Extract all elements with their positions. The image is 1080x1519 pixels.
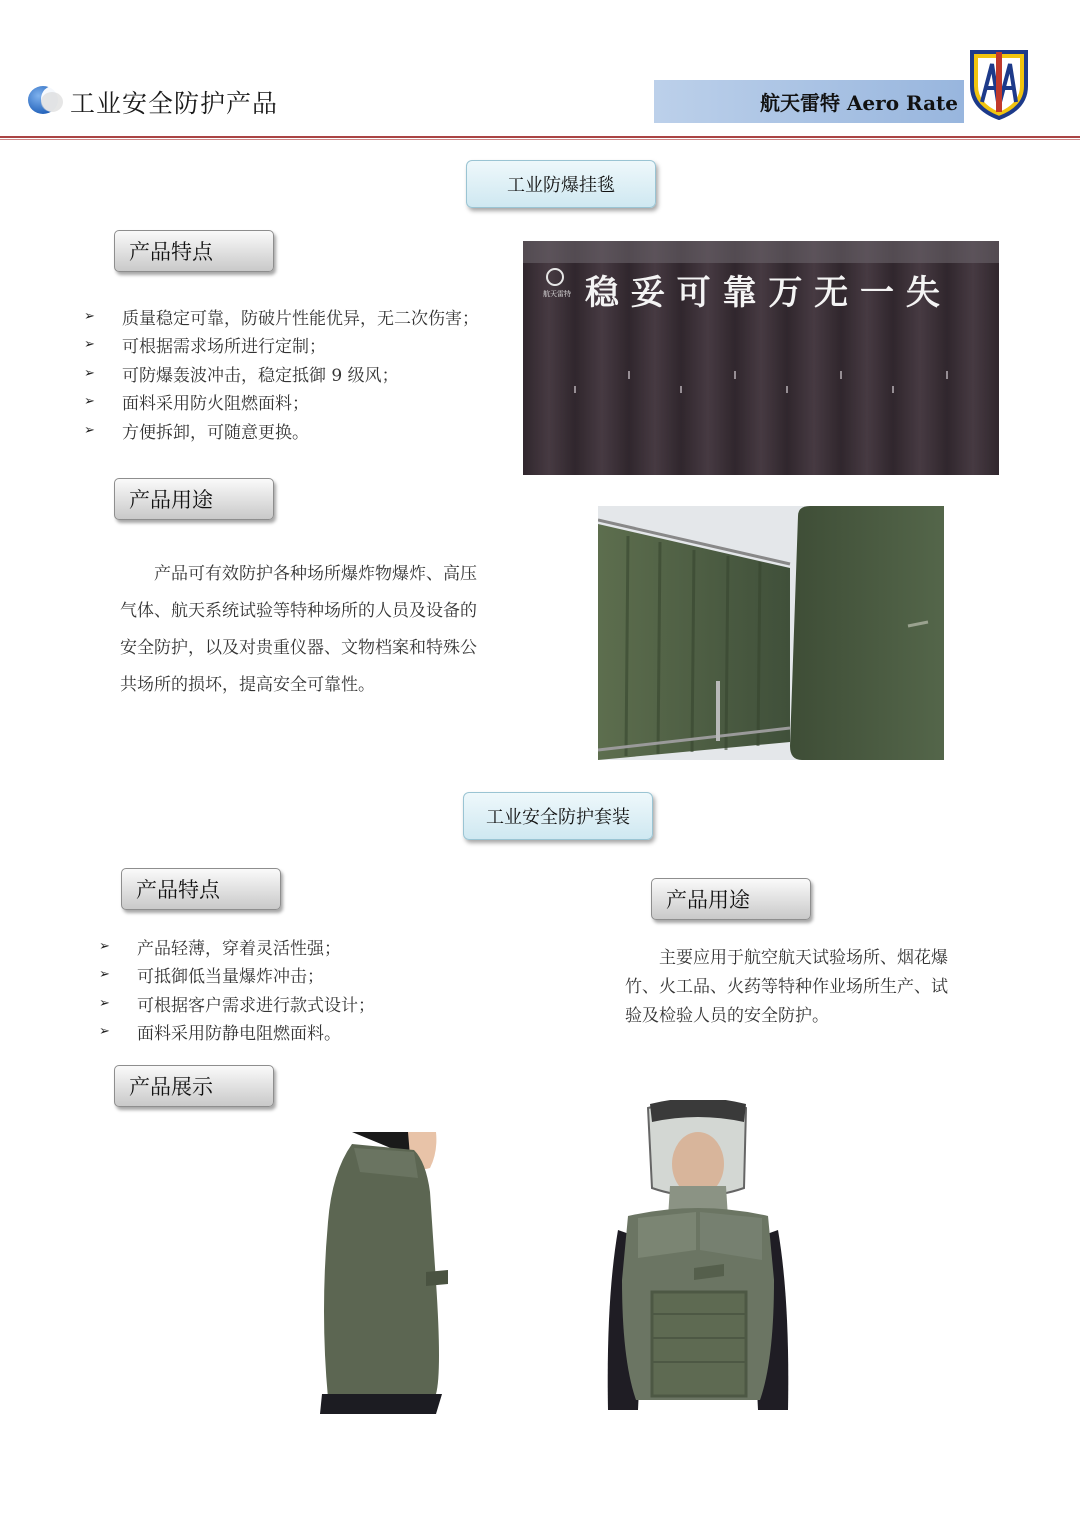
header-logo-dot-icon <box>26 84 66 116</box>
bullet-arrow-icon: ➢ <box>84 308 95 324</box>
section-title-suit: 工业安全防护套装 <box>463 792 653 840</box>
list-item: ➢ 可抵御低当量爆炸冲击； <box>99 967 324 988</box>
blast-tarp-photo <box>598 506 944 760</box>
header-divider-thin <box>0 139 1080 140</box>
list-item: ➢ 面料采用防火阻燃面料； <box>84 394 309 415</box>
usage-label-2: 产品用途 <box>651 878 811 920</box>
list-item: ➢ 质量稳定可靠，防破片性能优异，无二次伤害； <box>84 308 479 329</box>
suit-front-photo <box>598 1100 798 1412</box>
section-title-tarp: 工业防爆挂毯 <box>466 160 656 208</box>
page-title: 工业安全防护产品 <box>70 89 279 118</box>
display-label: 产品展示 <box>114 1065 274 1107</box>
banner-slogan: 稳 妥 可 靠 万 无 一 失 <box>585 273 940 313</box>
bullet-arrow-icon: ➢ <box>84 394 95 410</box>
usage-text-2: 主要应用于航空航天试验场所、烟花爆 竹、火工品、火药等特种作业场所生产、试 验及检验人员的安全防护。 <box>625 948 948 1026</box>
feature-list-2 <box>99 932 519 1046</box>
usage-text-1: 产品可有效防护各种场所爆炸物爆炸、高压 气体、航天系统试验等特种场所的人员及设备的 安全防护，以及对贵重仪器、文物档案和特殊公 共场所的损坏，提高安全可靠性。 <box>120 564 477 695</box>
bullet-arrow-icon: ➢ <box>99 938 110 954</box>
bullet-arrow-icon: ➢ <box>99 1024 110 1040</box>
brand-name: 航天雷特 Aero Rate <box>759 91 958 115</box>
bullet-arrow-icon: ➢ <box>84 337 95 353</box>
list-item: ➢ 方便拆卸，可随意更换。 <box>84 422 309 443</box>
header-divider <box>0 136 1080 138</box>
blast-tarp-graphic <box>598 506 944 760</box>
company-logo-icon <box>966 46 1032 120</box>
brand-bar <box>654 80 964 123</box>
features-label-1: 产品特点 <box>114 230 274 272</box>
tarp-banner-photo <box>523 241 999 475</box>
bullet-arrow-icon: ➢ <box>84 365 95 381</box>
bullet-arrow-icon: ➢ <box>84 422 95 438</box>
list-item: ➢ 可根据客户需求进行款式设计； <box>99 995 375 1016</box>
vest-side-photo <box>318 1132 454 1414</box>
list-item: ➢ 产品轻薄，穿着灵活性强； <box>99 938 341 959</box>
list-item: ➢ 可根据需求场所进行定制； <box>84 337 326 358</box>
list-item: ➢ 面料采用防静电阻燃面料。 <box>99 1024 341 1045</box>
bullet-arrow-icon: ➢ <box>99 967 110 983</box>
list-item: ➢ 可防爆轰波冲击，稳定抵御 9 级风； <box>84 365 399 386</box>
features-label-2: 产品特点 <box>121 868 281 910</box>
banner-logo-text: 航天雷特 <box>543 290 571 298</box>
feature-list-1 <box>84 302 524 445</box>
bullet-arrow-icon: ➢ <box>99 995 110 1011</box>
usage-label-1: 产品用途 <box>114 478 274 520</box>
